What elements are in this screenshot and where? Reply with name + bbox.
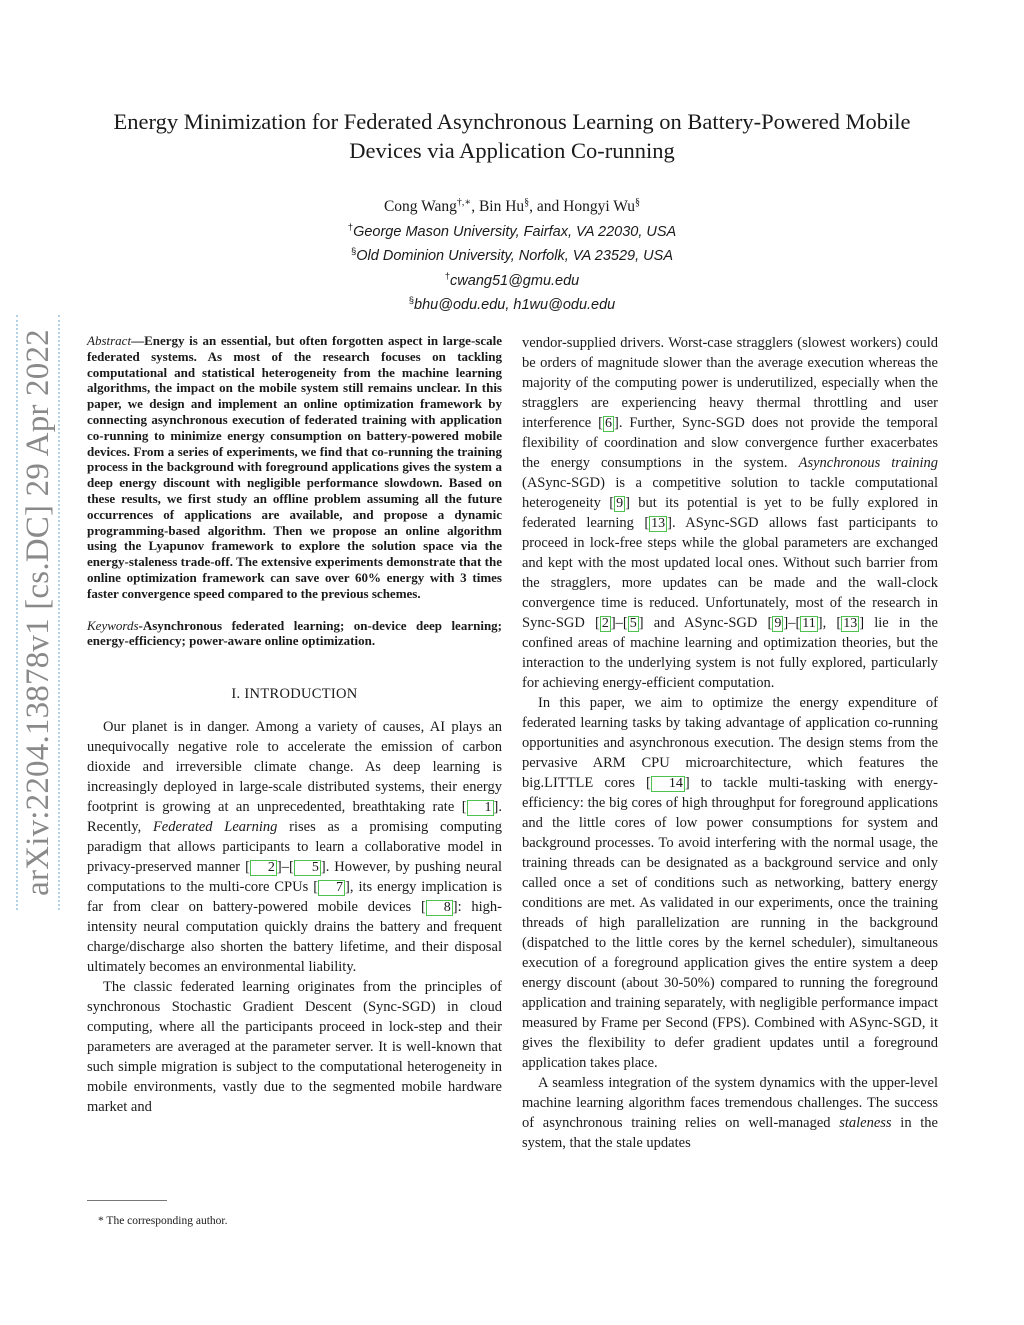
intro-paragraph-4: A seamless integration of the system dynamics with the upper-level machine learning algorithm faces tremendous challenges. The success of asynchronous training relies on well-managed staleness in the system, that the stale updates xyxy=(522,1075,938,1151)
arxiv-id: arXiv:2204.13878v1 [cs.DC] 29 Apr 2022 xyxy=(19,329,56,896)
citation-link[interactable]: 13 xyxy=(651,516,666,531)
author-email-1: †cwang51@gmu.edu xyxy=(444,270,580,289)
footnote: * The corresponding author. xyxy=(98,1215,228,1227)
intro-paragraph-3: In this paper, we aim to optimize the energy expenditure of federated learning tasks by taking advantage of application co-running opportunities and asynchronous execution. The design stems from the pervasive ARM CPU microarchitecture, which features the big.LITTLE cores [ 14 ] to tackle multi-tasking with energy-efficiency: the big cores of high throughput for foreground applications and the little cores of low power consumptions for system and background processes. To avoid interfering with the normal usage, the training threads can be designated as a background service and only called once a set of conditions such as networking, battery energy conditions are met. As validated in our experiments, once the training threads of high parallelization are running in the background (dispatched to the little cores by the kernel scheduler), simultaneous execution of a foreground application gives the entire system a deep energy discount (about 30-50%) compared to running the foreground application and training separately, with negligible performance impact measured by Frame per Second (FPS). Combined with ASync-SGD, it gives the flexibility to defer gradient updates until a foreground application takes place. xyxy=(522,695,938,1071)
citation-link[interactable]: 14 xyxy=(651,776,685,792)
citation-link[interactable]: 13 xyxy=(843,616,858,631)
affiliation-2: §Old Dominion University, Norfolk, VA 23529, USA xyxy=(350,246,673,265)
affiliation-1: †George Mason University, Fairfax, VA 22030, USA xyxy=(347,222,677,240)
citation-link[interactable]: 9 xyxy=(616,496,624,511)
paper-title xyxy=(80,107,944,165)
citation-link[interactable]: 1 xyxy=(467,800,494,816)
author-email-2: §bhu@odu.edu, h1wu@odu.edu xyxy=(408,294,616,313)
citation-link[interactable]: 6 xyxy=(604,416,612,431)
arxiv-stamp xyxy=(16,315,60,910)
right-column xyxy=(522,333,938,1153)
intro-paragraph-2-continued: vendor-supplied drivers. Worst-case stragglers (slowest workers) could be orders of magnitude slower than the average execution whereas the majority of the computing power is underutilized, especially when the stragglers are experiencing heavy thermal throttling and user interference [ 6 ]. Further, Sync-SGD does not provide the temporal flexibility of coordination and slow convergence further exacerbates the energy consumptions in the system. Asynchronous training (ASync-SGD) is a competitive solution to tackle computational heterogeneity [ 9 ] but its potential is yet to be fully explored in federated learning [ 13 ]. ASync-SGD allows fast participants to proceed in lock-free steps while the global parameters are exchanged and kept with the most updated local ones. Without such barrier from the stragglers, more updates can be made and the wall-clock convergence time is reduced. Unfortunately, most of the research in Sync-SGD [ 2 ]–[ 5 ] and ASync-SGD [ 9 ]–[ 11 ], [ 13 ] lie in the confined areas of machine learning and optimization theories, but the interaction to the underlying system is not fully explored, particularly for achieving energy-efficient computation. xyxy=(522,335,939,691)
affiliations xyxy=(80,218,944,315)
citation-link[interactable]: 5 xyxy=(629,616,637,631)
citation-link[interactable]: 2 xyxy=(250,860,277,876)
left-column xyxy=(87,333,502,1117)
title-line-2: Devices via Application Co-running xyxy=(349,138,675,163)
intro-paragraph-1: Our planet is in danger. Among a variety of causes, AI plays an unequivocally negative role to accelerate the emission of carbon dioxide and irreversible climate change. As deep learning is increasingly deployed in large-scale distributed systems, their energy footprint is growing at an unprecedented, breathtaking rate [ 1 ]. Recently, Federated Learning rises as a promising computing paradigm that allows participants to learn a collaborative model in privacy-preserved manner [ 2 ]–[ 5 ]. However, by pushing neural computations to the multi-core CPUs [ 7 ], its energy implication is far from clear on battery-powered mobile devices [ 8 ]: high-intensity neural computation quickly drains the battery and frequent charge/discharge also shorten the battery lifetime, and their disposal ultimately becomes an environmental liability. xyxy=(87,719,503,976)
citation-link[interactable]: 8 xyxy=(426,900,453,916)
citation-link[interactable]: 7 xyxy=(318,880,345,896)
title-line-1: Energy Minimization for Federated Asynchronous Learning on Battery-Powered Mobile xyxy=(113,109,911,134)
section-heading-introduction: I. INTRODUCTION xyxy=(231,686,358,703)
citation-link[interactable]: 11 xyxy=(802,616,816,631)
footnote-rule xyxy=(87,1200,167,1201)
citation-link[interactable]: 5 xyxy=(294,860,321,876)
citation-link[interactable]: 9 xyxy=(774,616,782,631)
intro-paragraph-2: The classic federated learning originates from the principles of synchronous Stochastic Gradient Descent (Sync-SGD) in cloud computing, where all the participants proceed in lock-step and their parameters are averaged at the parameter server. It is well-known that such simple migration is subject to the computational heterogeneity in mobile environments, vastly due to the segmented mobile hardware market and xyxy=(87,979,502,1116)
abstract: Abstract—Energy is an essential, but often forgotten aspect in large-scale federated systems. As most of the research focuses on tackling computational and statistical heterogeneity from the machine learning algorithms, the impact on the mobile system still remains unclear. In this paper, we design and implement an online optimization framework by connecting asynchronous execution of federated training with application co-running to minimize energy consumption on battery-powered mobile devices. From a series of experiments, we find that co-running the training process in the background with foreground applications gives the system a deep energy discount with negligible performance slowdown. Based on these results, we first study an offline problem assuming all the future occurrences of applications are available, and propose a dynamic programming-based algorithm. Then we propose an online algorithm using the Lyapunov framework to explore the solution space via the energy-staleness trade-off. The extensive experiments demonstrate that the online optimization framework can save over 60% energy with 3 times faster convergence speed compared to the previous schemes. xyxy=(87,333,502,601)
keywords: Keywords-Asynchronous federated learning; on-device deep learning; energy-efficiency; power-aware online optimization. xyxy=(87,617,502,649)
citation-link[interactable]: 2 xyxy=(601,616,609,631)
author-list: Cong Wang†,∗, Bin Hu§, and Hongyi Wu§ xyxy=(383,197,641,216)
